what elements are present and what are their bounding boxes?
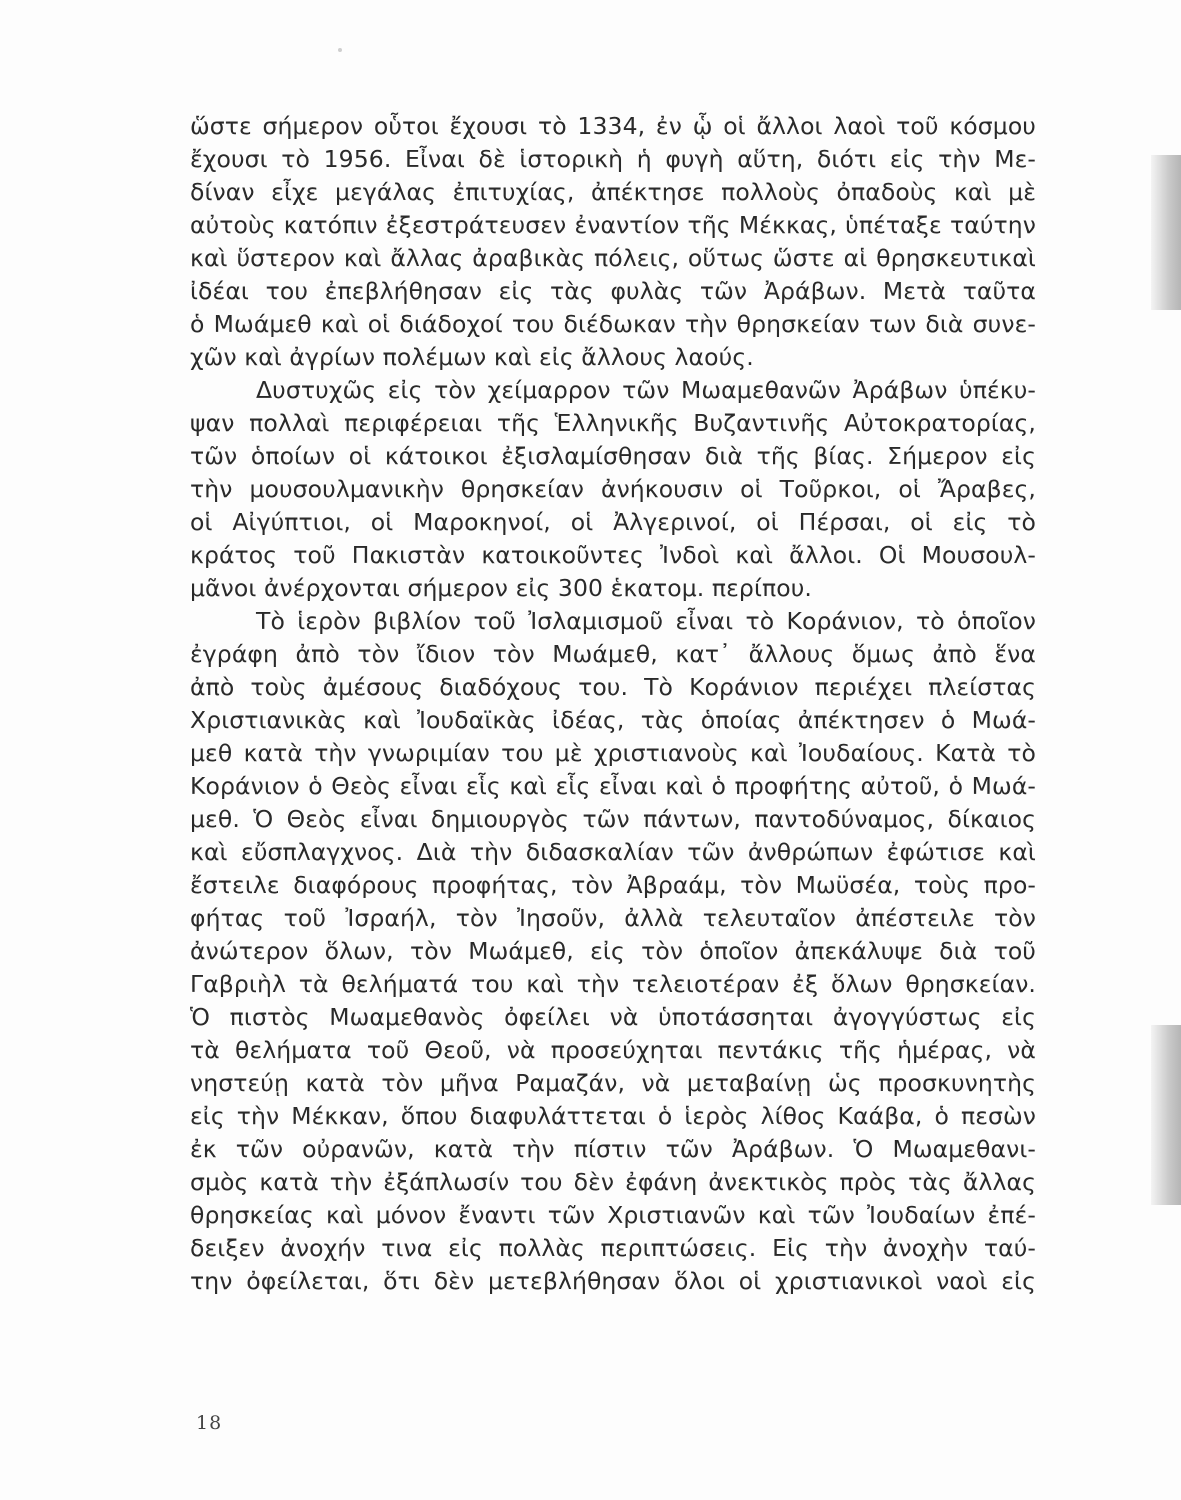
text-line: κράτος τοῦ Πακιστὰν κατοικοῦντες Ἰνδοὶ καὶ ἄλλοι. Οἱ Μουσουλ-: [190, 541, 1036, 569]
text-line: σμὸς κατὰ τὴν ἐξάπλωσίν του δὲν ἐφάνη ἀνεκτικὸς πρὸς τὰς ἄλλας: [190, 1168, 1036, 1196]
text-line: Δυστυχῶς εἰς τὸν χείμαρρον τῶν Μωαμεθανῶν Ἀράβων ὑπέκυ-: [256, 376, 1036, 404]
text-line: μᾶνοι ἀνέρχονται σήμερον εἰς 300 ἑκατομ. περίπου.: [190, 574, 812, 602]
scan-edge-shadow-top: [1151, 155, 1181, 310]
text-line: καὶ εὔσπλαγχνος. Διὰ τὴν διδασκαλίαν τῶν ἀνθρώπων ἐφώτισε καὶ: [190, 838, 1036, 866]
text-line: ἀνώτερον ὅλων, τὸν Μωάμεθ, εἰς τὸν ὁποῖον ἀπεκάλυψε διὰ τοῦ: [190, 937, 1036, 965]
text-line: Χριστιανικὰς καὶ Ἰουδαϊκὰς ἰδέας, τὰς ὁποίας ἀπέκτησεν ὁ Μωά-: [190, 706, 1036, 734]
text-line: αὐτοὺς κατόπιν ἐξεστράτευσεν ἐναντίον τῆς Μέκκας, ὑπέταξε ταύτην: [190, 211, 1036, 239]
text-line: μεθ κατὰ τὴν γνωριμίαν του μὲ χριστιανοὺς καὶ Ἰουδαίους. Κατὰ τὸ: [190, 739, 1036, 767]
text-line: φήτας τοῦ Ἰσραήλ, τὸν Ἰησοῦν, ἀλλὰ τελευταῖον ἀπέστειλε τὸν: [190, 904, 1036, 932]
text-line: ἔχουσι τὸ 1956. Εἶναι δὲ ἱστορικὴ ἡ φυγὴ αὕτη, διότι εἰς τὴν Με-: [190, 145, 1036, 173]
text-line: καὶ ὕστερον καὶ ἄλλας ἀραβικὰς πόλεις, οὕτως ὥστε αἱ θρησκευτικαὶ: [190, 244, 1036, 272]
text-line: Κοράνιον ὁ Θεὸς εἶναι εἷς καὶ εἷς εἶναι καὶ ὁ προφήτης αὐτοῦ, ὁ Μωά-: [190, 772, 1036, 800]
text-line: εἰς τὴν Μέκκαν, ὅπου διαφυλάττεται ὁ ἱερὸς λίθος Καάβα, ὁ πεσὼν: [190, 1102, 1036, 1130]
text-line: Γαβριὴλ τὰ θελήματά του καὶ τὴν τελειοτέραν ἐξ ὅλων θρησκείαν.: [190, 970, 1036, 998]
text-line: νηστεύῃ κατὰ τὸν μῆνα Ραμαζάν, νὰ μεταβαίνῃ ὡς προσκυνητὴς: [190, 1069, 1036, 1097]
text-line: ὁ Μωάμεθ καὶ οἱ διάδοχοί του διέδωκαν τὴν θρησκείαν των διὰ συνε-: [190, 310, 1036, 338]
text-line: τὴν μουσουλμανικὴν θρησκείαν ἀνήκουσιν οἱ Τοῦρκοι, οἱ Ἄραβες,: [190, 475, 1036, 503]
text-line: ψαν πολλαὶ περιφέρειαι τῆς Ἑλληνικῆς Βυζαντινῆς Αὐτοκρατορίας,: [190, 409, 1036, 437]
page-number: 18: [196, 1412, 223, 1434]
text-line: ἰδέαι του ἐπεβλήθησαν εἰς τὰς φυλὰς τῶν Ἀράβων. Μετὰ ταῦτα: [190, 277, 1036, 305]
text-line: ἐκ τῶν οὐρανῶν, κατὰ τὴν πίστιν τῶν Ἀράβων. Ὁ Μωαμεθανι-: [190, 1135, 1036, 1163]
text-line: Τὸ ἱερὸν βιβλίον τοῦ Ἰσλαμισμοῦ εἶναι τὸ Κοράνιον, τὸ ὁποῖον: [256, 607, 1036, 635]
text-line: ἀπὸ τοὺς ἀμέσους διαδόχους του. Τὸ Κοράνιον περιέχει πλείστας: [190, 673, 1036, 701]
text-line: οἱ Αἰγύπτιοι, οἱ Μαροκηνοί, οἱ Ἀλγερινοί, οἱ Πέρσαι, οἱ εἰς τὸ: [190, 508, 1036, 536]
text-line: Ὁ πιστὸς Μωαμεθανὸς ὀφείλει νὰ ὑποτάσσηται ἀγογγύστως εἰς: [190, 1003, 1036, 1031]
text-line: δίναν εἶχε μεγάλας ἐπιτυχίας, ἀπέκτησε πολλοὺς ὀπαδοὺς καὶ μὲ: [190, 178, 1036, 206]
text-line: μεθ. Ὁ Θεὸς εἶναι δημιουργὸς τῶν πάντων, παντοδύναμος, δίκαιος: [190, 805, 1036, 833]
text-line: τὰ θελήματα τοῦ Θεοῦ, νὰ προσεύχηται πεντάκις τῆς ἡμέρας, νὰ: [190, 1036, 1036, 1064]
text-line: χῶν καὶ ἀγρίων πολέμων καὶ εἰς ἄλλους λαούς.: [190, 343, 754, 371]
body-text: [190, 110, 1036, 1298]
text-line: δειξεν ἀνοχήν τινα εἰς πολλὰς περιπτώσεις. Εἰς τὴν ἀνοχὴν ταύ-: [190, 1234, 1036, 1262]
text-line: τῶν ὁποίων οἱ κάτοικοι ἐξισλαμίσθησαν διὰ τῆς βίας. Σήμερον εἰς: [190, 442, 1036, 470]
text-line: ὥστε σήμερον οὗτοι ἔχουσι τὸ 1334, ἐν ᾧ οἱ ἄλλοι λαοὶ τοῦ κόσμου: [190, 112, 1036, 140]
scan-edge-shadow-bottom: [1151, 1025, 1181, 1205]
scan-speck: [338, 48, 342, 52]
text-line: θρησκείας καὶ μόνον ἔναντι τῶν Χριστιανῶν καὶ τῶν Ἰουδαίων ἐπέ-: [190, 1201, 1036, 1229]
text-line: την ὀφείλεται, ὅτι δὲν μετεβλήθησαν ὅλοι οἱ χριστιανικοὶ ναοὶ εἰς: [190, 1267, 1036, 1295]
text-line: ἐγράφη ἀπὸ τὸν ἴδιον τὸν Μωάμεθ, κατ᾿ ἄλλους ὅμως ἀπὸ ἕνα: [190, 640, 1036, 668]
text-line: ἔστειλε διαφόρους προφήτας, τὸν Ἀβραάμ, τὸν Μωϋσέα, τοὺς προ-: [190, 871, 1036, 899]
